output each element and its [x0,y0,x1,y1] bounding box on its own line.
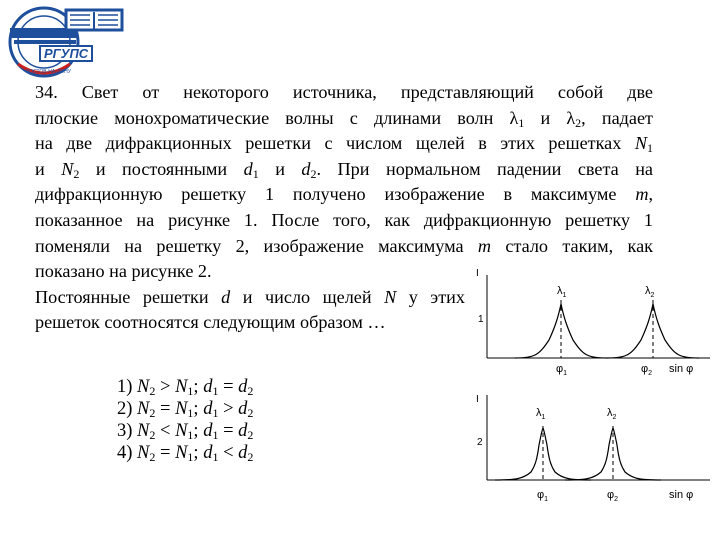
problem-line-7: поменяли на решетку 2, изображение максимума m стало таким, как [35,235,653,256]
problem-line-9: Постоянные решетки d и число щелей N у этих [35,286,465,307]
fig1-number: 1 [478,314,484,325]
problem-line-2: плоские монохроматические волны с длинами волн $\lambda_1$ и $\lambda_2$, падает [35,107,653,130]
logo-text: РГУПС [44,46,89,61]
problem-line-4: и $N_2$ и постоянными $d_1$ и $d_2$. При нормальном падении света на [35,158,654,181]
fig2-phi2: $\varphi_2$ [607,489,619,503]
figure-2 [465,390,715,505]
logo-ring-text: РОСТОВ-НА-ДОНУ [26,69,71,75]
fig1-phi1: $\varphi_1$ [556,363,568,377]
answer-option-3[interactable]: 3) $N_2 < N_1$; $d_1 = d_2$ [117,421,254,442]
fig2-phi1: $\varphi_1$ [537,489,549,503]
problem-line-5: дифракционную решетку 1 получено изображение в максимуме m, [35,184,653,205]
problem-line-3: на две дифракционных решетки с числом щелей в этих решетках $N_1$ [35,133,653,156]
answer-option-1[interactable]: 1) $N_2 > N_1$; $d_1 = d_2$ [117,377,254,398]
fig2-lambda2: $\lambda_2$ [607,407,617,421]
fig1-y-label: I [476,268,479,279]
problem-line-6: показанное на рисунке 1. После того, как дифракционную решетку 1 [35,209,653,230]
fig2-lambda1: $\lambda_1$ [536,407,546,421]
problem-line-1: 34. Свет от некоторого источника, представляющий собой две [35,82,653,102]
fig1-x-label: sin φ [669,363,694,375]
figure-1 [465,260,715,390]
logo-rail-stripe-thin [14,40,76,44]
fig2-number: 2 [477,437,483,448]
fig1-lambda1: $\lambda_1$ [557,285,567,299]
answer-option-2[interactable]: 2) $N_2 = N_1$; $d_1 > d_2$ [117,399,254,420]
fig2-x-label: sin φ [669,489,694,501]
rgups-logo [4,2,132,82]
problem-line-8: показано на рисунке 2. [35,261,212,282]
fig1-phi2: $\varphi_2$ [641,363,653,377]
answer-options [117,376,253,464]
fig2-y-label: I [476,394,479,405]
problem-line-10: решеток соотносятся следующим образом … [35,312,386,333]
fig1-lambda2: $\lambda_2$ [645,285,655,299]
answer-option-4[interactable]: 4) $N_2 = N_1$; $d_1 < d_2$ [117,443,254,464]
